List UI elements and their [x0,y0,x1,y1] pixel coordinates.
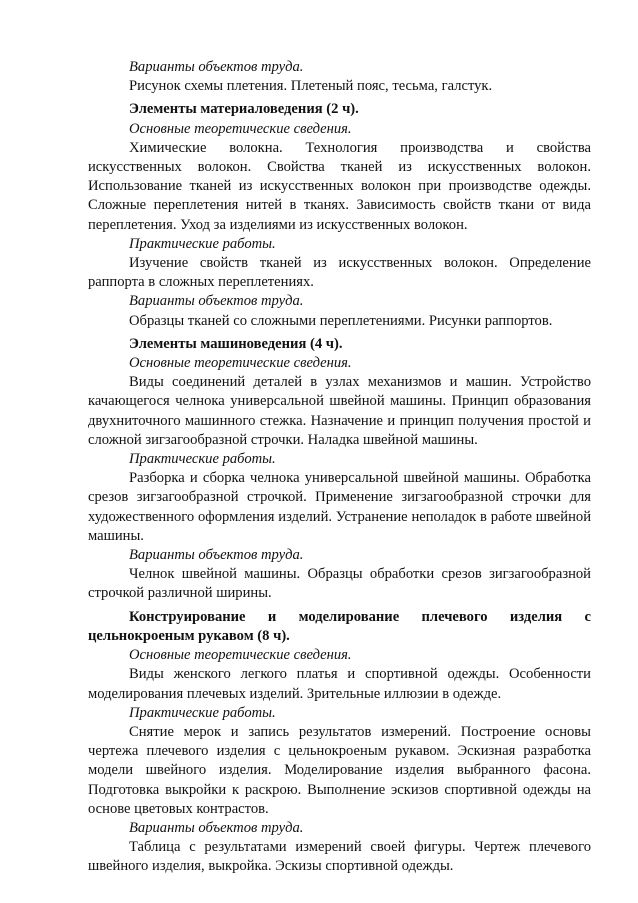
section-heading: Конструирование и моделирование плечевого изделия с цельнокроеным рукавом (8 ч). [88,608,591,644]
subsection-label: Основные теоретические сведения. [129,647,352,664]
body-paragraph: Рисунок схемы плетения. Плетеный пояс, тесьма, галстук. [129,78,493,95]
subsection-label: Основные теоретические сведения. [129,355,352,372]
body-paragraph: Виды женского легкого платья и спортивной одежды. Особенности моделирования плечевых изделий. Зрительные иллюзии в одежде. [88,666,591,702]
body-paragraph: Таблица с результатами измерений своей фигуры. Чертеж плечевого швейного изделия, выкройка. Эскизы спортивной одежды. [88,839,591,875]
body-paragraph: Образцы тканей со сложными переплетениями. Рисунки раппортов. [129,312,553,329]
document-page [88,58,591,877]
body-paragraph: Виды соединений деталей в узлах механизмов и машин. Устройство качающегося челнока универсальной швейной машины. Принцип образования двухниточного машинного стежка. Назначение и принцип получения простой и сложной зигзагообразной строчки. Наладка швейной машины. [88,374,591,448]
subsection-label: Основные теоретические сведения. [129,120,352,137]
section-heading: Элементы материаловедения (2 ч). [129,101,359,118]
subsection-label: Варианты объектов труда. [129,59,304,75]
subsection-label: Варианты объектов труда. [129,293,304,310]
subsection-label: Практические работы. [129,235,276,252]
section-heading: Элементы машиноведения (4 ч). [129,335,343,352]
body-paragraph: Изучение свойств тканей из искусственных волокон. Определение раппорта в сложных переплетениях. [88,255,591,291]
subsection-label: Практические работы. [129,451,276,468]
subsection-label: Практические работы. [129,704,276,721]
body-paragraph: Челнок швейной машины. Образцы обработки срезов зигзагообразной строчкой различной ширины. [88,566,591,602]
subsection-label: Варианты объектов труда. [129,547,304,564]
body-paragraph: Разборка и сборка челнока универсальной швейной машины. Обработка срезов зигзагообразной строчкой. Применение зигзагообразной строчки для художественного оформления изделий. Устранение неполадок в работе швейной машины. [88,470,591,544]
body-paragraph: Химические волокна. Технология производства и свойства искусственных волокон. Свойства тканей из искусственных волокон. Использование тканей из искусственных волокон при производстве одежды. Сложные переплетения нитей в тканях. Зависимость свойств ткани от вида переплетения. Уход за изделиями из искусственных волокон. [88,139,591,233]
body-paragraph: Снятие мерок и запись результатов измерений. Построение основы чертежа плечевого изделия с цельнокроеным рукавом. Эскизная разработка модели швейного изделия. Моделирование изделия выбранного фасона. Подготовка выкройки к раскрою. Выполнение эскизов спортивной одежды на основе цветовых контрастов. [88,723,591,817]
subsection-label: Варианты объектов труда. [129,819,304,836]
